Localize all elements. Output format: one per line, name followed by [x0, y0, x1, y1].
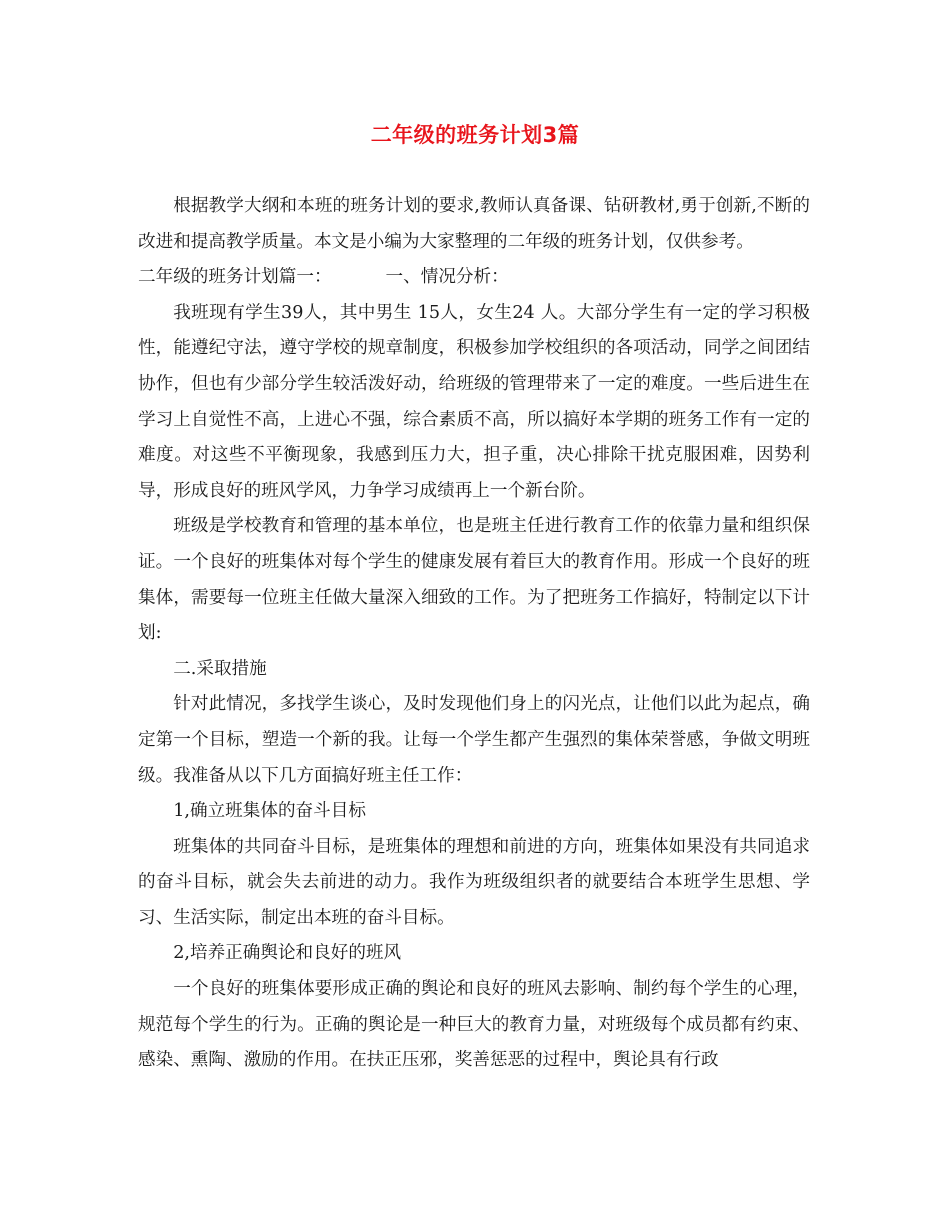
document-title: 二年级的班务计划3篇 [370, 123, 580, 147]
intro-paragraph: 根据教学大纲和本班的班务计划的要求,教师认真备课、钻研教材,勇于创新,不断的改进和提高教学质量。本文是小编为大家整理的二年级的班务计划，仅供参考。 [138, 196, 810, 252]
atmosphere-heading: 2,培养正确舆论和良好的班风 [173, 943, 402, 964]
part-label: 二年级的班务计划篇一： [138, 267, 332, 288]
goal-paragraph: 班集体的共同奋斗目标，是班集体的理想和前进的方向，班集体如果没有共同追求的奋斗目标，就会失去前进的动力。我作为班级组织者的就要结合本班学生思想、学习、生活实际，制定出本班的奋斗目标。 [138, 836, 810, 928]
class-unit-paragraph: 班级是学校教育和管理的基本单位，也是班主任进行教育工作的依靠力量和组织保证。一个良好的班集体对每个学生的健康发展有着巨大的教育作用。形成一个良好的班集体，需要每一位班主任做大量深入细致的工作。为了把班务工作搞好，特制定以下计划: [138, 516, 810, 644]
goal-heading: 1,确立班集体的奋斗目标 [173, 801, 366, 822]
class-situation-paragraph: 我班现有学生39人，其中男生 15人，女生24 人。大部分学生有一定的学习积极性，能遵纪守法，遵守学校的规章制度，积极参加学校组织的各项活动，同学之间团结协作，但也有少部分学生较活泼好动，给班级的管理带来了一定的难度。一些后进生在学习上自觉性不高，上进心不强，综合素质不高，所以搞好本学期的班务工作有一定的难度。对这些不平衡现象，我感到压力大，担子重，决心排除干扰克服困难，因势利导，形成良好的班风学风，力争学习成绩再上一个新台阶。 [138, 302, 810, 501]
situation-analysis-heading: 一、情况分析： [385, 267, 509, 288]
section-heading [138, 260, 810, 296]
document-body [138, 189, 810, 1079]
measures-heading: 二.采取措施 [173, 658, 267, 679]
measures-paragraph: 针对此情况，多找学生谈心，及时发现他们身上的闪光点，让他们以此为起点，确定第一个目标，塑造一个新的我。让每一个学生都产生强烈的集体荣誉感，争做文明班级。我准备从以下几方面搞好班主任工作： [138, 694, 810, 786]
atmosphere-paragraph: 一个良好的班集体要形成正确的舆论和良好的班风去影响、制约每个学生的心理，规范每个学生的行为。正确的舆论是一种巨大的教育力量，对班级每个成员都有约束、感染、熏陶、激励的作用。在扶正压邪，奖善惩恶的过程中，舆论具有行政 [138, 979, 810, 1071]
